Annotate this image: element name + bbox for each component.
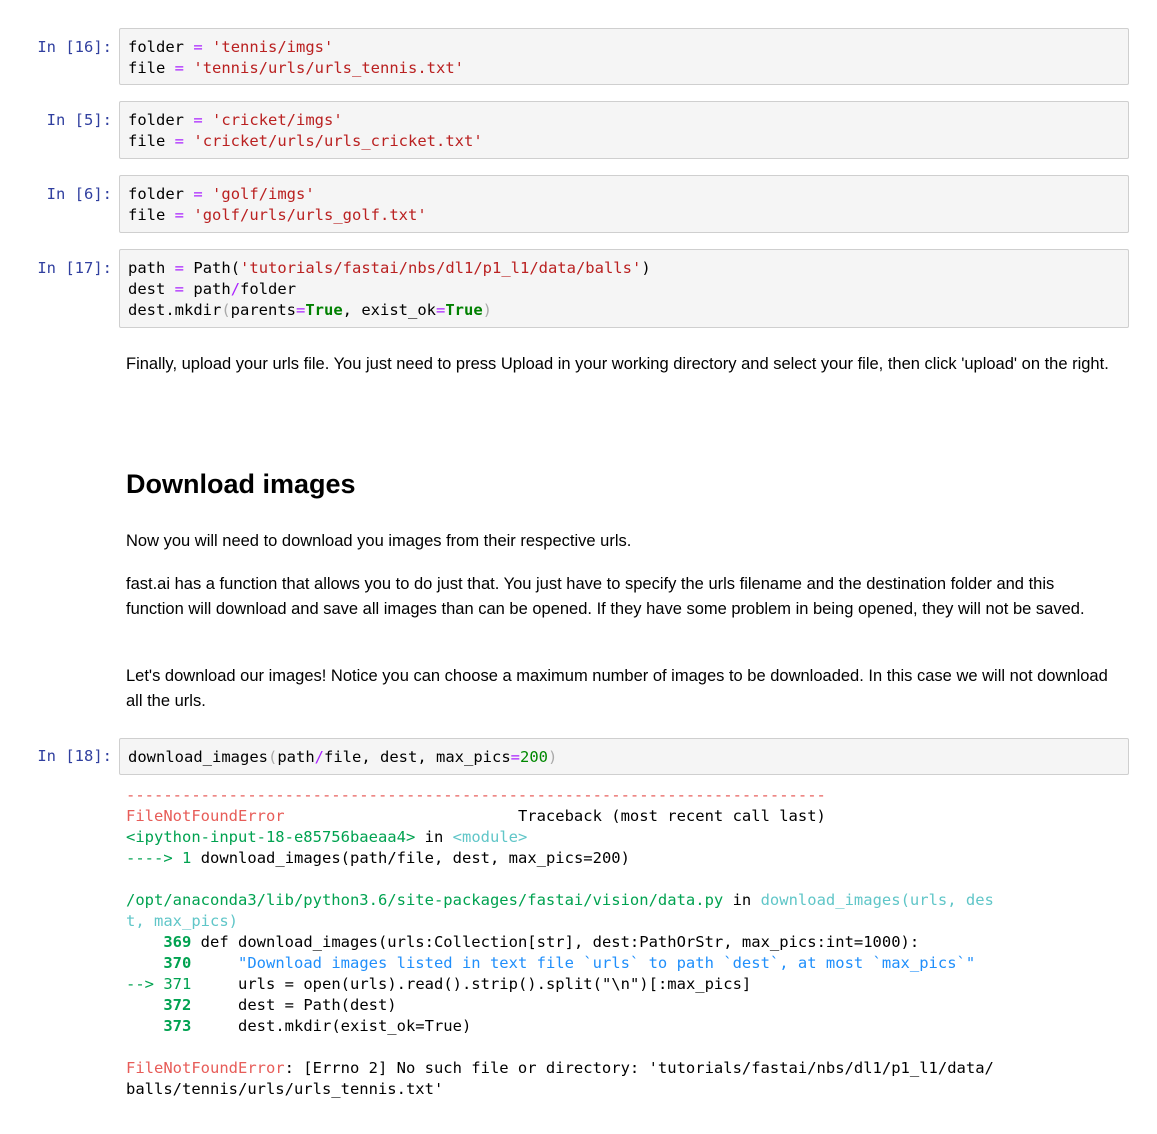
source-line: download_images(path/file, dest, max_pics=200) <box>200 849 630 867</box>
module-ref: <module> <box>452 828 528 846</box>
keyword-true: True <box>305 301 343 319</box>
markdown-upload-text <box>126 352 1116 377</box>
var-name: file <box>128 132 166 150</box>
arrow-marker: ----> <box>126 849 173 867</box>
cell-prompt: In [18]: <box>37 747 112 765</box>
in-keyword: in <box>732 891 752 909</box>
var-name: folder <box>240 280 297 298</box>
arg: file <box>324 748 362 766</box>
function-signature-cont: t, max_pics) <box>126 912 238 930</box>
traceback-output <box>126 785 1126 1100</box>
markdown-paragraph-2 <box>126 572 1116 622</box>
error-name: FileNotFoundError <box>126 1059 285 1077</box>
function-signature: download_images(urls, des <box>760 891 994 909</box>
line-number: 1 <box>182 849 192 867</box>
string-literal: 'cricket/urls/urls_cricket.txt' <box>193 132 483 150</box>
paragraph: Finally, upload your urls file. You just need to press Upload in your working directory and select your file, then click 'upload' on the right. <box>126 355 1109 373</box>
source-line: "Download images listed in text file `urls` to path `dest`, at most `max_pics`" <box>238 954 976 972</box>
var-name: path <box>128 259 166 277</box>
string-literal: 'cricket/imgs' <box>212 111 343 129</box>
traceback-label: Traceback (most recent call last) <box>517 807 826 825</box>
arrow-marker: --> <box>126 975 154 993</box>
string-literal: 'tennis/imgs' <box>212 38 334 56</box>
string-literal: 'golf/urls/urls_golf.txt' <box>193 206 427 224</box>
line-number: 369 <box>163 933 192 951</box>
var-name: folder <box>128 185 184 203</box>
paragraph: Let's download our images! Notice you can choose a maximum number of images to be downloaded. In this case we will not download all the urls. <box>126 667 1108 710</box>
source-line: urls = open(urls).read().strip().split("\n")[:max_pics] <box>238 975 752 993</box>
input-ref: <ipython-input-18-e85756baeaa4> <box>126 828 416 846</box>
file-path: /opt/anaconda3/lib/python3.6/site-packages/fastai/vision/data.py <box>126 891 724 909</box>
section-heading: Download images <box>126 469 356 499</box>
arg: path <box>277 748 315 766</box>
var-name: file <box>128 59 166 77</box>
cell-prompt: In [16]: <box>37 38 112 56</box>
cell-prompt: In [6]: <box>46 185 112 203</box>
number-literal: 200 <box>520 748 548 766</box>
cell-prompt: In [17]: <box>37 259 112 277</box>
code-input[interactable]: download_images(path/file, dest, max_pics=200) <box>119 738 1129 775</box>
kwarg-name: parents <box>230 301 296 319</box>
var-name: dest <box>128 280 166 298</box>
arg: dest <box>380 748 418 766</box>
error-message: : [Errno 2] No such file or directory: 'tutorials/fastai/nbs/dl1/p1_l1/data/ <box>284 1059 994 1077</box>
line-number: 373 <box>163 1017 192 1035</box>
source-line: dest = Path(dest) <box>238 996 397 1014</box>
markdown-paragraph-3 <box>126 664 1116 714</box>
code-input[interactable]: folder = 'cricket/imgs' file = 'cricket/urls/urls_cricket.txt' <box>119 101 1129 159</box>
var-name: folder <box>128 38 184 56</box>
var-name: folder <box>128 111 184 129</box>
markdown-heading-cell <box>126 467 1116 501</box>
line-number: 370 <box>163 954 192 972</box>
kwarg-name: max_pics <box>436 748 511 766</box>
error-name: FileNotFoundError <box>126 807 285 825</box>
paragraph: fast.ai has a function that allows you to do just that. You just have to specify the urls filename and the destination folder and this function will download and save all images than can be opened. If they have some problem in being opened, they will not be saved. <box>126 575 1085 618</box>
code-input[interactable]: folder = 'tennis/imgs' file = 'tennis/urls/urls_tennis.txt' <box>119 28 1129 85</box>
string-literal: 'tennis/urls/urls_tennis.txt' <box>193 59 464 77</box>
line-number: 372 <box>163 996 192 1014</box>
in-keyword: in <box>424 828 444 846</box>
function-name: download_images <box>128 748 268 766</box>
var-name: path <box>193 280 231 298</box>
paragraph: Now you will need to download you images from their respective urls. <box>126 532 632 550</box>
function-name: Path <box>193 259 231 277</box>
traceback-separator: --------------------------------------------------------------------------- <box>126 786 826 804</box>
keyword-true: True <box>445 301 483 319</box>
kwarg-name: exist_ok <box>361 301 436 319</box>
string-literal: 'golf/imgs' <box>212 185 315 203</box>
method-call: dest.mkdir <box>128 301 222 319</box>
code-input[interactable]: folder = 'golf/imgs' file = 'golf/urls/urls_golf.txt' <box>119 175 1129 233</box>
source-line: def download_images(urls:Collection[str], dest:PathOrStr, max_pics:int=1000): <box>200 933 920 951</box>
code-input[interactable]: path = Path('tutorials/fastai/nbs/dl1/p1_l1/data/balls') dest = path/folder dest.mkdir(parents=True, exist_ok=True) <box>119 249 1129 328</box>
string-literal: 'tutorials/fastai/nbs/dl1/p1_l1/data/balls' <box>240 259 642 277</box>
markdown-paragraph-1 <box>126 529 1116 554</box>
cell-prompt: In [5]: <box>46 111 112 129</box>
var-name: file <box>128 206 166 224</box>
error-message-cont: balls/tennis/urls/urls_tennis.txt' <box>126 1080 444 1098</box>
source-line: dest.mkdir(exist_ok=True) <box>238 1017 472 1035</box>
line-number: 371 <box>163 975 192 993</box>
